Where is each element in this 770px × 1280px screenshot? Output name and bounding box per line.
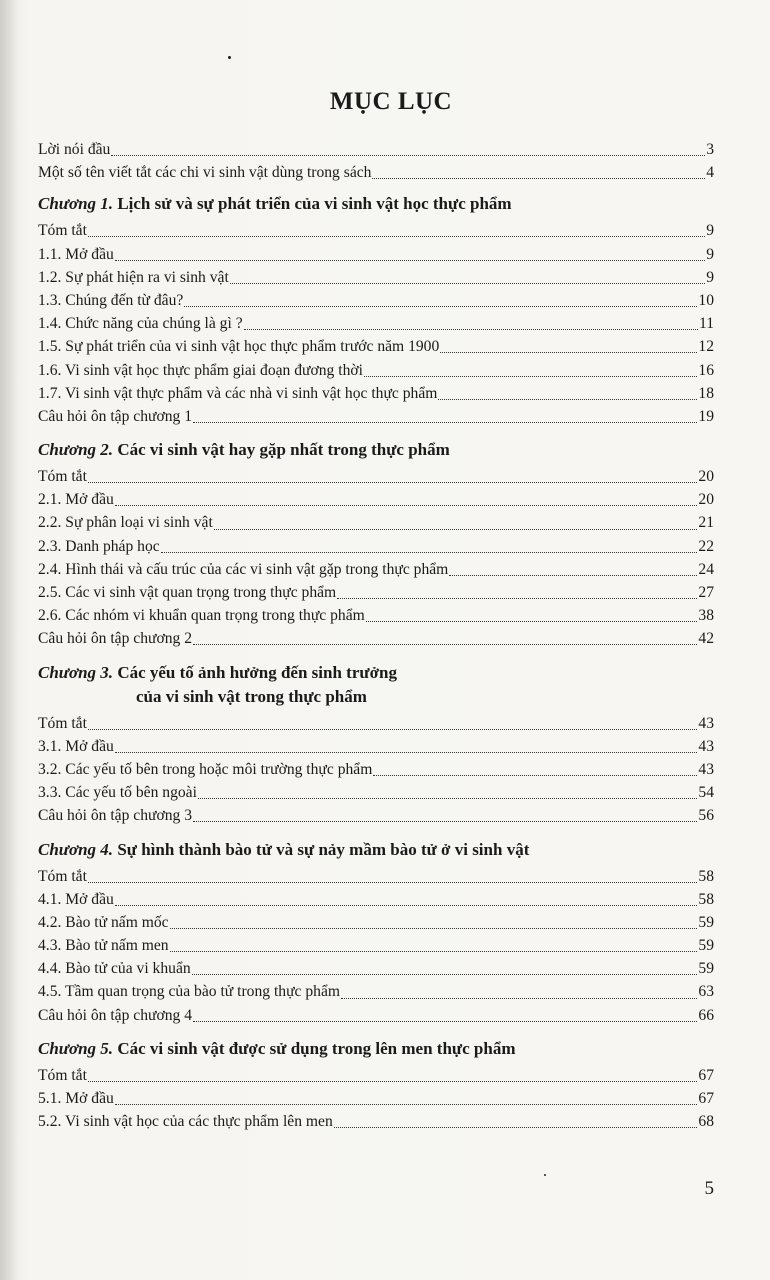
toc-entry[interactable]	[38, 1110, 714, 1133]
dot-leader	[88, 236, 705, 237]
toc-entry[interactable]	[38, 558, 714, 581]
toc-entry-label: Tóm tắt	[38, 714, 87, 732]
toc-entry-page: 18	[698, 384, 714, 402]
chapter-title: Lịch sử và sự phát triển của vi sinh vật học thực phẩm	[113, 194, 512, 214]
dot-leader	[88, 882, 697, 883]
front-matter-list	[38, 138, 714, 184]
toc-entry-page: 58	[698, 867, 714, 885]
dot-leader	[373, 775, 697, 776]
toc-entry[interactable]	[38, 465, 714, 488]
toc-entry-label: 1.7. Vi sinh vật thực phẩm và các nhà vi sinh vật học thực phẩm	[38, 384, 438, 402]
dot-leader	[214, 529, 698, 530]
toc-entry-page: 59	[698, 937, 714, 955]
toc-entry-page: 16	[698, 361, 714, 379]
toc-entry[interactable]	[38, 405, 714, 428]
toc-entry-page: 22	[698, 537, 714, 555]
chapter-title: Các yếu tố ảnh hưởng đến sinh trưởng	[113, 662, 397, 682]
toc-entry-label: 5.1. Mở đầu	[38, 1090, 114, 1107]
toc-entry-page: 43	[698, 760, 714, 778]
dot-leader	[193, 821, 697, 822]
chapter-title: Các vi sinh vật hay gặp nhất trong thực phẩm	[113, 440, 450, 460]
toc-entry[interactable]	[38, 359, 714, 382]
chapter-number: Chương 3.	[38, 662, 114, 682]
dot-leader	[372, 178, 705, 179]
toc-entry[interactable]	[38, 243, 714, 266]
ink-speck	[228, 56, 231, 59]
chapter-number: Chương 5.	[38, 1038, 114, 1058]
toc-entry[interactable]	[38, 1004, 714, 1027]
table-of-contents	[38, 88, 714, 1133]
toc-entry-label: 2.3. Danh pháp học	[38, 537, 160, 555]
dot-leader	[184, 306, 697, 307]
toc-entry-label: 4.2. Bào tử nấm mốc	[38, 913, 169, 931]
dot-leader	[334, 1127, 698, 1128]
toc-entry-page: 21	[698, 514, 714, 532]
toc-entry-page: 68	[698, 1113, 714, 1131]
toc-entry[interactable]	[38, 712, 714, 735]
toc-entry-label: Câu hỏi ôn tập chương 3	[38, 807, 192, 825]
toc-entry-label: 1.4. Chức năng của chúng là gì ?	[38, 315, 243, 333]
toc-entry[interactable]	[38, 957, 714, 980]
toc-entry[interactable]	[38, 488, 714, 511]
toc-entry[interactable]	[38, 1064, 714, 1087]
chapter-heading[interactable]	[38, 1037, 714, 1061]
toc-entry-label: Một số tên viết tắt các chi vi sinh vật dùng trong sách	[38, 164, 372, 182]
toc-entry-page: 56	[698, 807, 714, 825]
dot-leader	[170, 951, 698, 952]
chapter-heading[interactable]	[38, 838, 714, 862]
dot-leader	[115, 260, 705, 261]
toc-entry[interactable]	[38, 911, 714, 934]
toc-entry[interactable]	[38, 865, 714, 888]
toc-entry-label: 4.5. Tầm quan trọng của bào tử trong thực phẩm	[38, 983, 340, 1001]
toc-entry-page: 9	[706, 245, 714, 263]
page-gutter-shadow	[0, 0, 18, 1280]
toc-entry-label: 1.6. Vi sinh vật học thực phẩm giai đoạn đương thời	[38, 361, 363, 379]
toc-entry[interactable]	[38, 511, 714, 534]
dot-leader	[193, 644, 697, 645]
chapter-heading[interactable]	[38, 438, 714, 462]
toc-entry-label: Câu hỏi ôn tập chương 4	[38, 1006, 192, 1024]
toc-entry[interactable]	[38, 138, 714, 161]
dot-leader	[193, 1021, 697, 1022]
toc-entry-page: 67	[698, 1090, 714, 1107]
toc-entry[interactable]	[38, 1087, 714, 1110]
chapter-number: Chương 1.	[38, 194, 114, 214]
toc-entry-page: 12	[698, 338, 714, 356]
page-title: MỤC LỤC	[329, 88, 453, 115]
toc-entry-page: 63	[698, 983, 714, 1001]
chapter-number: Chương 4.	[38, 839, 114, 859]
toc-entry[interactable]	[38, 219, 714, 242]
toc-entry-label: Lời nói đầu	[38, 141, 111, 158]
dot-leader	[244, 329, 698, 330]
toc-entry-page: 9	[706, 222, 714, 240]
toc-entry-page: 59	[698, 960, 714, 978]
toc-entry-page: 42	[698, 630, 714, 648]
dot-leader	[111, 155, 705, 156]
toc-entry-label: 2.6. Các nhóm vi khuẩn quan trọng trong thực phẩm	[38, 607, 365, 625]
toc-entry-page: 24	[698, 560, 714, 578]
ink-speck	[544, 1174, 546, 1176]
dot-leader	[193, 422, 697, 423]
toc-entry[interactable]	[38, 934, 714, 957]
toc-entry-label: 3.2. Các yếu tố bên trong hoặc môi trường thực phẩm	[38, 760, 373, 778]
dot-leader	[337, 598, 697, 599]
dot-leader	[115, 1104, 698, 1105]
dot-leader	[88, 482, 697, 483]
toc-entry[interactable]	[38, 781, 714, 804]
toc-entry-page: 11	[698, 315, 714, 333]
toc-entry-page: 66	[698, 1006, 714, 1024]
toc-entry[interactable]	[38, 888, 714, 911]
toc-entry-label: 4.1. Mở đầu	[38, 890, 114, 908]
chapter-title-continued: của vi sinh vật trong thực phẩm	[136, 686, 367, 706]
toc-entry-label: 2.1. Mở đầu	[38, 491, 114, 509]
toc-entry-label: 4.4. Bào tử của vi khuẩn	[38, 960, 191, 978]
dot-leader	[438, 399, 697, 400]
toc-entry-label: 4.3. Bào tử nấm men	[38, 937, 169, 955]
toc-entry-page: 59	[698, 913, 714, 931]
toc-entry[interactable]	[38, 312, 714, 335]
dot-leader	[192, 974, 698, 975]
toc-entry-label: 2.5. Các vi sinh vật quan trọng trong thực phẩm	[38, 584, 337, 601]
toc-entry[interactable]	[38, 161, 714, 184]
dot-leader	[170, 928, 698, 929]
toc-entry-label: 1.5. Sự phát triển của vi sinh vật học thực phẩm trước năm 1900	[38, 338, 440, 356]
toc-entry-label: 1.2. Sự phát hiện ra vi sinh vật	[38, 268, 229, 286]
chapter-title: Sự hình thành bào tử và sự nảy mầm bào tử ở vi sinh vật	[113, 839, 530, 859]
dot-leader	[198, 798, 697, 799]
toc-entry-page: 20	[698, 468, 714, 486]
toc-entry-page: 43	[698, 737, 714, 755]
toc-entry-page: 38	[698, 607, 714, 625]
toc-entry-page: 43	[698, 714, 714, 732]
toc-entry-page: 20	[698, 491, 714, 509]
toc-entry-label: 1.3. Chúng đến từ đâu?	[38, 291, 184, 309]
toc-entry[interactable]	[38, 604, 714, 627]
toc-entry-label: 2.2. Sự phân loại vi sinh vật	[38, 514, 213, 532]
chapter-heading[interactable]	[38, 661, 714, 709]
toc-entry-page: 27	[698, 584, 714, 601]
toc-entry-label: 3.3. Các yếu tố bên ngoài	[38, 784, 197, 802]
toc-entry-page: 3	[706, 141, 714, 158]
chapter-list	[38, 192, 714, 1133]
page-number: 5	[704, 1178, 714, 1199]
dot-leader	[88, 1081, 697, 1082]
toc-entry-page: 9	[706, 268, 714, 286]
toc-entry[interactable]	[38, 980, 714, 1003]
toc-entry[interactable]	[38, 335, 714, 358]
dot-leader	[449, 575, 697, 576]
dot-leader	[341, 998, 697, 999]
dot-leader	[161, 552, 698, 553]
chapter-title: Các vi sinh vật được sử dụng trong lên men thực phẩm	[113, 1038, 516, 1058]
dot-leader	[88, 729, 697, 730]
dot-leader	[366, 621, 698, 622]
dot-leader	[115, 752, 698, 753]
toc-entry-label: 1.1. Mở đầu	[38, 245, 114, 263]
dot-leader	[115, 505, 698, 506]
dot-leader	[364, 376, 697, 377]
toc-entry[interactable]	[38, 266, 714, 289]
toc-entry[interactable]	[38, 758, 714, 781]
toc-entry[interactable]	[38, 289, 714, 312]
toc-entry-label: 3.1. Mở đầu	[38, 737, 114, 755]
dot-leader	[440, 352, 697, 353]
toc-entry[interactable]	[38, 535, 714, 558]
dot-leader	[115, 905, 698, 906]
toc-entry-label: 2.4. Hình thái và cấu trúc của các vi sinh vật gặp trong thực phẩm	[38, 560, 449, 578]
dot-leader	[230, 283, 705, 284]
toc-entry-page: 67	[698, 1066, 714, 1084]
chapter-number: Chương 2.	[38, 440, 114, 460]
toc-entry[interactable]	[38, 581, 714, 604]
toc-entry-label: Tóm tắt	[38, 222, 87, 240]
toc-entry[interactable]	[38, 627, 714, 650]
toc-entry-label: 5.2. Vi sinh vật học của các thực phẩm lên men	[38, 1113, 333, 1131]
toc-entry-page: 10	[698, 291, 714, 309]
toc-entry[interactable]	[38, 382, 714, 405]
toc-entry-page: 19	[698, 407, 714, 425]
toc-entry[interactable]	[38, 804, 714, 827]
toc-entry[interactable]	[38, 735, 714, 758]
toc-entry-page: 58	[698, 890, 714, 908]
chapter-heading[interactable]	[38, 192, 714, 216]
toc-entry-label: Tóm tắt	[38, 468, 87, 486]
toc-entry-label: Câu hỏi ôn tập chương 2	[38, 630, 192, 648]
toc-entry-page: 54	[698, 784, 714, 802]
toc-entry-label: Tóm tắt	[38, 867, 87, 885]
toc-entry-label: Câu hỏi ôn tập chương 1	[38, 407, 192, 425]
toc-entry-label: Tóm tắt	[38, 1066, 87, 1084]
toc-entry-page: 4	[706, 164, 714, 182]
